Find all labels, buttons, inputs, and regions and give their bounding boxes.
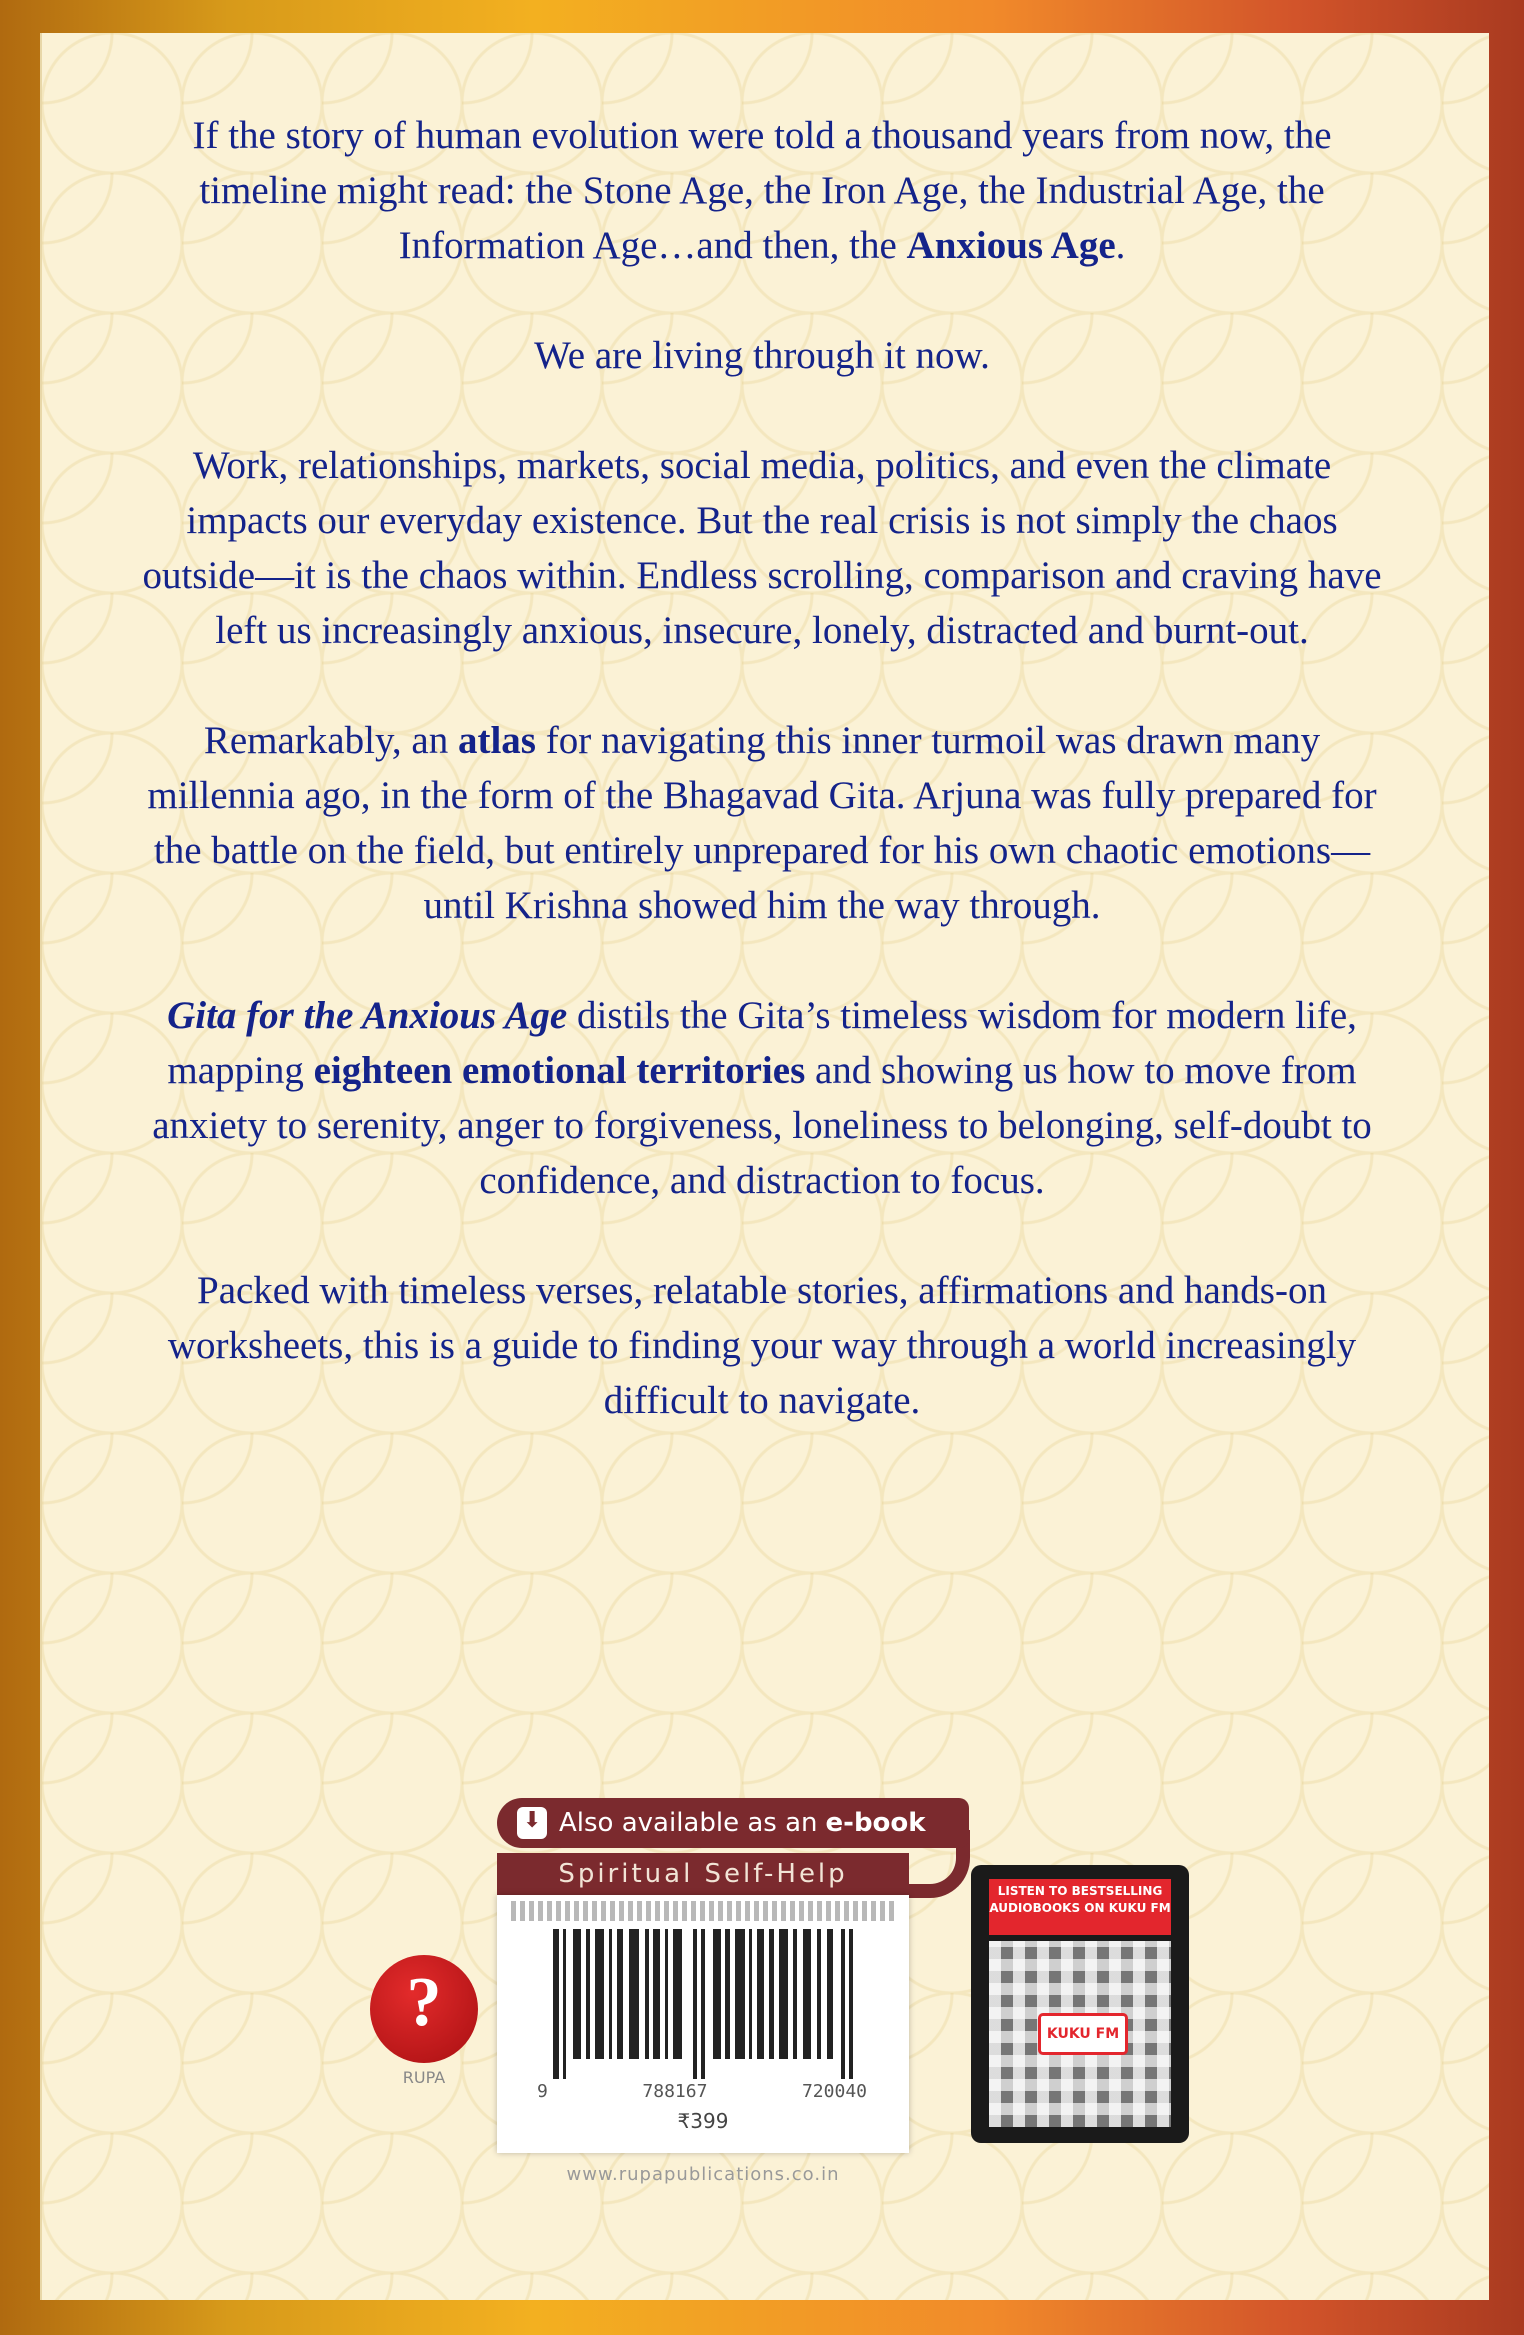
territories-emphasis: eighteen emotional territories: [313, 1049, 806, 1092]
blurb-p1-text: If the story of human evolution were told a thousand years from now, the timeline might read: the Stone Age, the Iron Age, the Industrial Age, the Information Age…and then, the: [192, 114, 1332, 267]
ebook-banner-text: Also available as an: [559, 1808, 818, 1838]
blurb-p5-end: and showing us how to move from anxiety to serenity, anger to forgiveness, loneliness to belonging, self-doubt to confidence, and distraction to focus.: [152, 1049, 1372, 1202]
ebook-availability-banner: [497, 1798, 969, 1848]
barcode-digit-group: 9: [537, 2081, 548, 2102]
blurb-p1-end: .: [1115, 224, 1126, 267]
ebook-banner-emphasis: e-book: [825, 1808, 926, 1838]
barcode-digits: [537, 2081, 867, 2102]
blurb-p4-end: for navigating this inner turmoil was drawn many millennia ago, in the form of the Bhagavad Gita. Arjuna was fully prepared for the battle on the field, but entirely unprepared for his own chaotic emotions—until Krishna showed him the way through.: [147, 719, 1377, 927]
blurb-paragraph-4: [130, 713, 1394, 933]
publisher-website: www.rupapublications.co.in: [566, 2164, 840, 2185]
barcode-digit-group: 720040: [801, 2081, 867, 2102]
back-cover-blurb: [130, 108, 1394, 1483]
price-label: ₹399: [677, 2109, 729, 2133]
blurb-paragraph-3: Work, relationships, markets, social media, politics, and even the climate impacts our everyday existence. But the real crisis is not simply the chaos outside—it is the chaos within. Endless scrolling, comparison and craving have left us increasingly anxious, insecure, lonely, distracted and burnt-out.: [142, 444, 1382, 652]
barcode-bars: [553, 1929, 853, 2079]
genre-label: Spiritual Self-Help: [497, 1853, 909, 1895]
atlas-emphasis: atlas: [457, 719, 536, 762]
publisher-name: RUPA: [402, 2068, 446, 2087]
publisher-logo: [370, 1955, 478, 2063]
kuku-fm-badge: KUKU FM: [1038, 2013, 1128, 2055]
download-icon: [517, 1807, 547, 1839]
blurb-p5-mid: distils the Gita’s timeless wisdom for modern life, mapping: [167, 994, 1357, 1092]
kuku-fm-label: LISTEN TO BESTSELLING AUDIOBOOKS ON KUKU FM: [989, 1879, 1171, 1935]
blurb-p4-start: Remarkably, an: [203, 719, 458, 762]
publisher-logo-mark: ?: [406, 1964, 442, 2041]
isbn-barcode: [497, 1895, 909, 2153]
blurb-paragraph-6: Packed with timeless verses, relatable stories, affirmations and hands-on worksheets, this is a guide to finding your way through a world increasingly difficult to navigate.: [167, 1269, 1357, 1422]
blurb-paragraph-2: We are living through it now.: [534, 334, 990, 377]
kuku-fm-qr-card: [971, 1865, 1189, 2143]
anxious-age-emphasis: Anxious Age: [906, 224, 1116, 267]
barcode-top-code: [511, 1901, 895, 1921]
blurb-paragraph-5: [130, 988, 1394, 1208]
book-title-mention: Gita for the Anxious Age: [167, 994, 568, 1037]
barcode-digit-group: 788167: [642, 2081, 708, 2102]
blurb-paragraph-1: [130, 108, 1394, 273]
